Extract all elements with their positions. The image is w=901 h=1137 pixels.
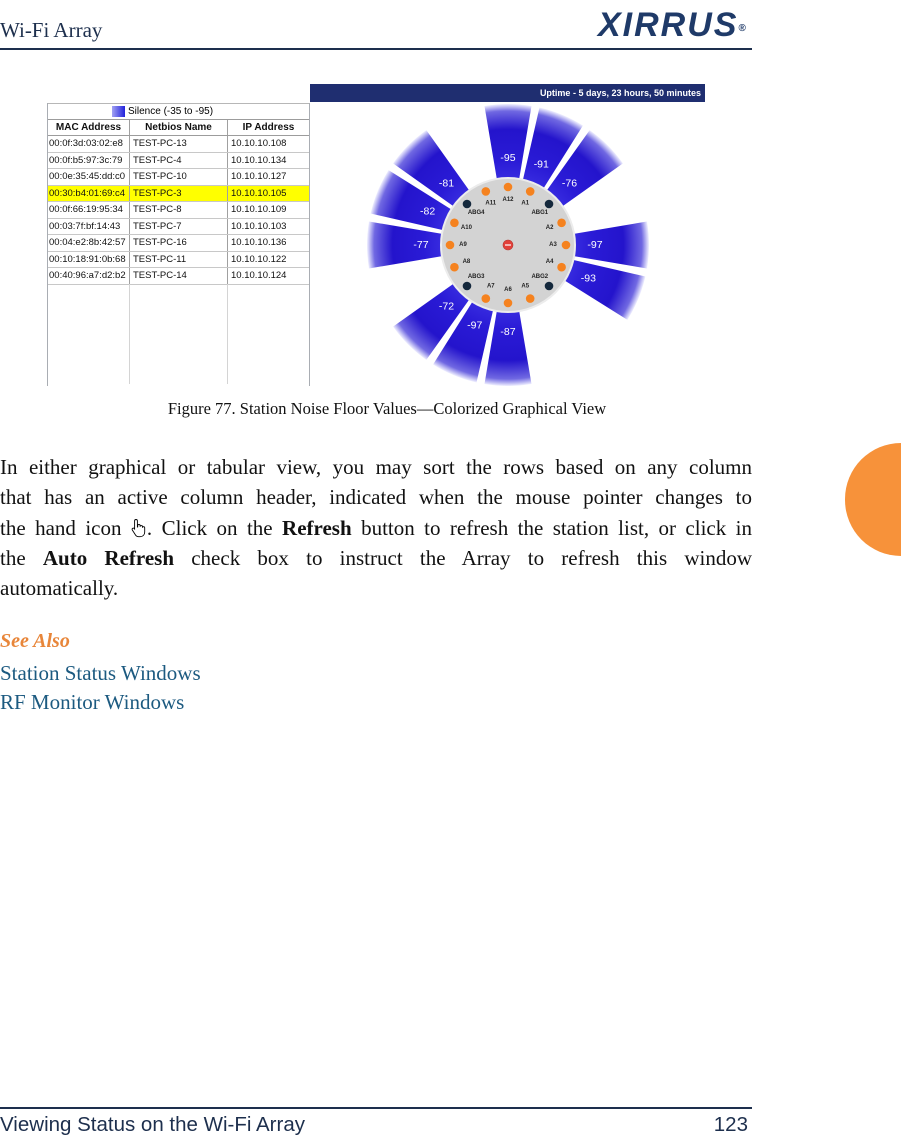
radio-label: ABG1: [531, 210, 549, 217]
legend-label: Silence (-35 to -95): [128, 106, 214, 117]
ip-address-cell: 10.10.10.127: [231, 171, 287, 182]
netbios-name-cell: TEST-PC-3: [130, 186, 228, 202]
table-row: [48, 202, 309, 219]
paragraph-line: that has an active column header, indicated when the mouse pointer changes to: [0, 485, 752, 510]
ip-address-cell: 10.10.10.134: [231, 154, 287, 166]
mac-address-cell: 00:0f:b5:97:3c:79: [48, 153, 130, 169]
ip-address-cell: 10.10.10.124: [231, 270, 287, 281]
radio-label: ABG3: [467, 273, 485, 280]
text-run: check box to instruct the Array to refresh this window: [174, 545, 753, 570]
table-row: [48, 169, 309, 186]
page-number: 123: [713, 1113, 748, 1136]
footer-rule: [0, 1107, 752, 1109]
abg-radio-dot: [463, 200, 472, 209]
table-row: [48, 268, 309, 285]
radio-dot: [450, 263, 459, 272]
noise-floor-value: -91: [533, 158, 549, 171]
xirrus-logo: [598, 8, 746, 42]
bold-term-auto-refresh: Auto Refresh: [42, 545, 175, 570]
radio-label: ABG4: [467, 210, 485, 217]
table-row-selected: [48, 186, 309, 203]
table-row: [48, 235, 309, 252]
link-station-status-windows[interactable]: Station Status Windows: [0, 661, 201, 685]
netbios-name-cell: TEST-PC-8: [130, 202, 228, 218]
noise-floor-value: -76: [561, 177, 578, 190]
table-row: [48, 136, 309, 153]
netbios-name-cell: TEST-PC-13: [130, 136, 228, 152]
radio-label: A1: [521, 200, 530, 207]
radio-dot: [482, 294, 491, 303]
running-header-title: Wi-Fi Array: [0, 18, 103, 42]
radio-dot: [504, 299, 513, 308]
see-also-heading: See Also: [0, 630, 70, 652]
noise-floor-value: -95: [500, 152, 516, 164]
mac-address-cell: 00:03:7f:bf:14:43: [48, 219, 130, 235]
radio-label: A4: [545, 259, 554, 266]
column-header-netbios-name: Netbios Name: [130, 120, 228, 135]
mac-address-cell: 00:30:b4:01:69:c4: [48, 186, 130, 202]
ip-address-cell: 10.10.10.122: [231, 253, 287, 265]
paragraph-line: automatically.: [0, 576, 119, 601]
radio-dot: [450, 219, 459, 228]
noise-floor-value: -93: [580, 272, 596, 285]
footer-section-title: Viewing Status on the Wi-Fi Array: [0, 1113, 305, 1136]
logo-text: XIRRUS: [598, 6, 739, 44]
station-table: [47, 103, 310, 386]
body-paragraph: [0, 452, 752, 603]
text-run: button to refresh the station list, or click in: [351, 515, 753, 540]
noise-floor-value: -81: [438, 177, 455, 190]
netbios-name-cell: TEST-PC-16: [130, 235, 228, 251]
text-run: the: [0, 545, 43, 570]
link-rf-monitor-windows[interactable]: RF Monitor Windows: [0, 690, 185, 714]
hand-pointer-icon: [131, 518, 147, 538]
radio-dot: [557, 263, 566, 272]
column-header-mac-address: MAC Address: [48, 120, 130, 135]
noise-floor-value: -97: [467, 319, 483, 332]
column-divider: [129, 284, 130, 384]
figure-caption: Figure 77. Station Noise Floor Values—Colorized Graphical View: [167, 399, 607, 418]
paragraph-line: [0, 513, 752, 543]
mac-address-cell: 00:0f:3d:03:02:e8: [48, 136, 130, 152]
radio-label: A7: [486, 283, 495, 290]
radio-label: A2: [545, 224, 554, 231]
ip-address-cell: 10.10.10.108: [231, 138, 287, 149]
column-header-ip-address: IP Address: [242, 122, 295, 133]
radio-label: A9: [459, 242, 467, 248]
abg-radio-dot: [463, 282, 472, 291]
radio-label: A8: [462, 259, 471, 266]
array-noise-diagram: [310, 102, 705, 386]
noise-floor-value: -97: [587, 239, 603, 251]
ip-address-cell: 10.10.10.109: [231, 204, 287, 215]
radio-dot: [504, 183, 513, 192]
table-body: [48, 103, 309, 384]
noise-floor-value: -82: [420, 205, 436, 218]
mac-address-cell: 00:0f:66:19:95:34: [48, 202, 130, 218]
mac-address-cell: 00:10:18:91:0b:68: [48, 252, 130, 268]
netbios-name-cell: TEST-PC-11: [130, 252, 228, 268]
mac-address-cell: 00:0e:35:45:dd:c0: [48, 169, 130, 185]
mac-address-cell: 00:40:96:a7:d2:b2: [48, 268, 130, 284]
table-row: [48, 252, 309, 269]
figure-screenshot: [47, 84, 705, 386]
chapter-tab-marker: [845, 443, 901, 556]
table-row: [48, 219, 309, 236]
ip-address-cell: 10.10.10.136: [231, 237, 287, 248]
radio-dot: [482, 187, 491, 196]
paragraph-line: [0, 543, 752, 573]
radio-label: A11: [485, 200, 497, 207]
ip-address-cell: 10.10.10.105: [231, 187, 287, 199]
radio-dot: [562, 241, 571, 250]
radio-label: A5: [521, 283, 530, 290]
netbios-name-cell: TEST-PC-14: [130, 268, 228, 284]
radio-label: A10: [460, 224, 472, 231]
ip-address-cell: 10.10.10.103: [231, 220, 287, 232]
radio-dot: [557, 219, 566, 228]
radio-label: ABG2: [531, 273, 549, 280]
radio-label: A12: [502, 197, 514, 203]
radio-label: A6: [504, 287, 512, 293]
mac-address-cell: 00:04:e2:8b:42:57: [48, 235, 130, 251]
netbios-name-cell: TEST-PC-7: [130, 219, 228, 235]
radio-dot: [446, 241, 455, 250]
noise-floor-value: -87: [500, 326, 516, 338]
noise-floor-value: -77: [413, 239, 429, 251]
header-rule: [0, 48, 752, 50]
paragraph-line: In either graphical or tabular view, you may sort the rows based on any column: [0, 455, 752, 479]
radio-label: A3: [549, 242, 557, 248]
bold-term-refresh: Refresh: [282, 515, 352, 540]
column-divider: [227, 284, 228, 384]
radio-dot: [526, 294, 535, 303]
table-row: [48, 153, 309, 170]
text-run: . Click on the: [146, 515, 283, 540]
text-run: the hand icon: [0, 515, 131, 540]
netbios-name-cell: TEST-PC-10: [130, 169, 228, 185]
netbios-name-cell: TEST-PC-4: [130, 153, 228, 169]
uptime-bar: Uptime - 5 days, 23 hours, 50 minutes: [310, 84, 705, 102]
registered-mark: ®: [738, 23, 746, 34]
radio-dot: [526, 187, 535, 196]
abg-radio-dot: [545, 282, 554, 291]
noise-floor-value: -72: [438, 300, 455, 313]
abg-radio-dot: [545, 200, 554, 209]
